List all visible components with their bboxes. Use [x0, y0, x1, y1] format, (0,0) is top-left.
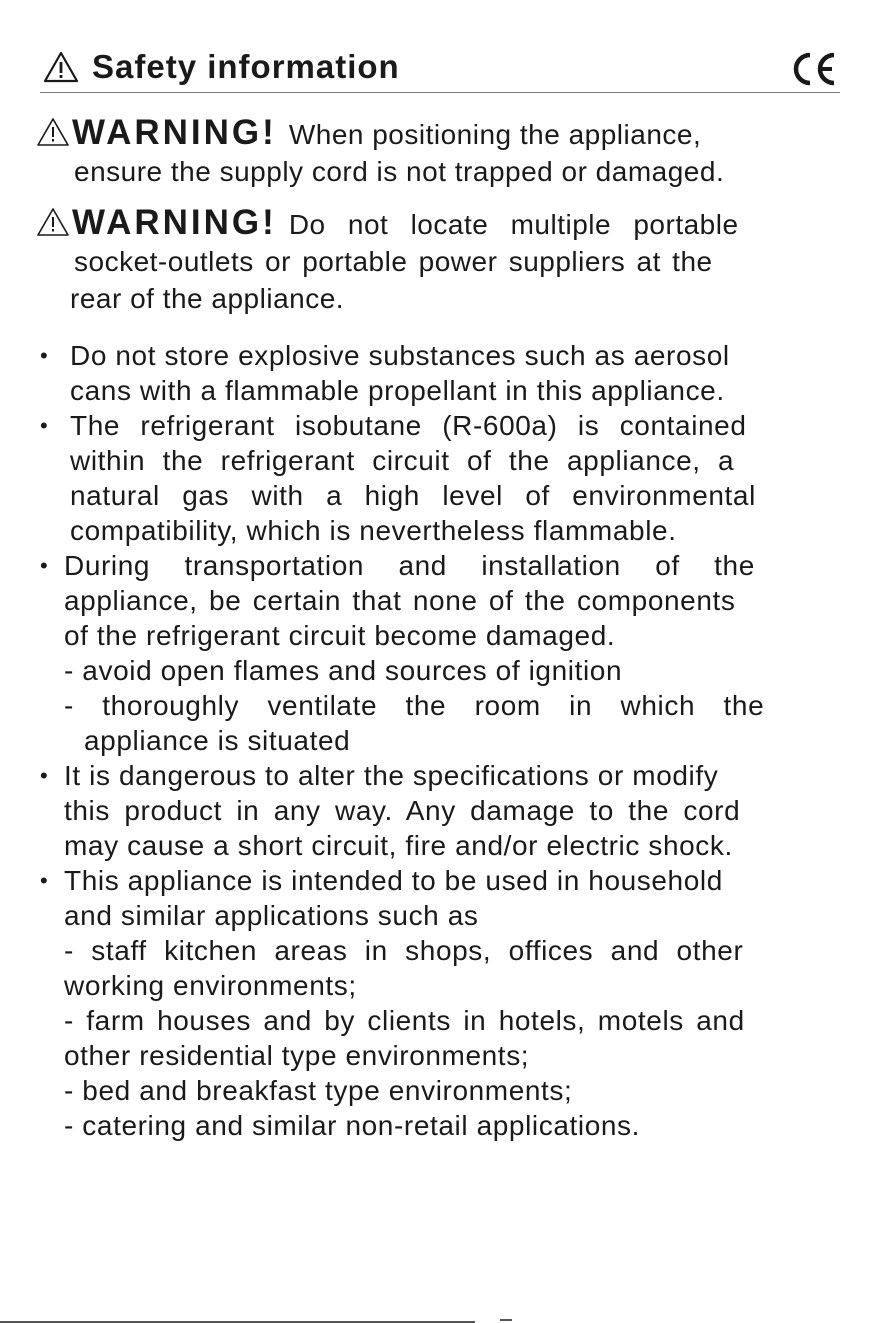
page-header	[40, 44, 840, 93]
warning-text-line: ensure the supply cord is not trapped or damaged.	[74, 156, 725, 187]
list-item-line: and similar applications such as	[64, 900, 479, 931]
list-item	[40, 758, 848, 863]
warning-keyword: WARNING!	[72, 113, 277, 152]
list-item-line: cans with a flammable propellant in this appliance.	[70, 375, 725, 406]
list-item	[40, 548, 848, 758]
list-item-line: this product in any way. Any damage to the cord	[64, 795, 741, 826]
footer-page-mark	[500, 1319, 512, 1321]
page-title: Safety information	[92, 48, 400, 85]
list-item	[40, 863, 848, 1143]
warning-text-line: Do not locate multiple portable	[288, 209, 739, 240]
list-item-line: of the refrigerant circuit become damaged.	[64, 620, 616, 651]
bullet-symbol: •	[40, 343, 49, 368]
bullet-symbol: •	[40, 413, 49, 438]
list-item-line: - farm houses and by clients in hotels, motels and	[64, 1005, 745, 1036]
list-item-line: within the refrigerant circuit of the appliance, a	[70, 445, 735, 476]
warning-triangle-icon	[36, 117, 70, 147]
warning-text-line: When positioning the appliance,	[288, 119, 702, 150]
list-item-line: working environments;	[64, 970, 357, 1001]
warning-text-line: rear of the appliance.	[70, 283, 345, 314]
list-item-line: may cause a short circuit, fire and/or electric shock.	[64, 830, 733, 861]
bullet-symbol: •	[40, 553, 49, 578]
list-item-line: It is dangerous to alter the specifications or modify	[64, 760, 719, 791]
list-item-line: - staff kitchen areas in shops, offices and other	[64, 935, 744, 966]
list-item-line: appliance, be certain that none of the components	[64, 585, 736, 616]
ce-mark-icon	[788, 50, 838, 88]
warning-triangle-icon	[36, 207, 70, 237]
safety-bullet-list	[40, 338, 848, 1143]
list-item-line: - thoroughly ventilate the room in which the	[64, 690, 765, 721]
list-item-line: appliance is situated	[84, 725, 351, 756]
warning-triangle-icon	[42, 50, 80, 84]
warning-keyword: WARNING!	[72, 203, 277, 242]
bullet-symbol: •	[40, 763, 49, 788]
list-item-line: Do not store explosive substances such as aerosol	[70, 340, 730, 371]
list-item-line: natural gas with a high level of environmental	[70, 480, 756, 511]
bullet-symbol: •	[40, 868, 49, 893]
list-item-line: - catering and similar non-retail applications.	[64, 1110, 641, 1141]
list-item-line: - avoid open flames and sources of ignition	[64, 655, 623, 686]
list-item-line: compatibility, which is nevertheless flammable.	[70, 515, 677, 546]
list-item-line: other residential type environments;	[64, 1040, 530, 1071]
footer-divider	[0, 1321, 475, 1323]
warning-text-line: socket-outlets or portable power suppliers at the	[74, 246, 713, 277]
list-item-line: - bed and breakfast type environments;	[64, 1075, 573, 1106]
warning-block-2	[36, 204, 846, 317]
list-item-line: This appliance is intended to be used in household	[64, 865, 723, 896]
warning-block-1	[36, 114, 846, 190]
list-item	[40, 338, 848, 408]
list-item-line: The refrigerant isobutane (R-600a) is contained	[70, 410, 747, 441]
list-item-line: During transportation and installation of the	[64, 550, 755, 581]
list-item	[40, 408, 848, 548]
